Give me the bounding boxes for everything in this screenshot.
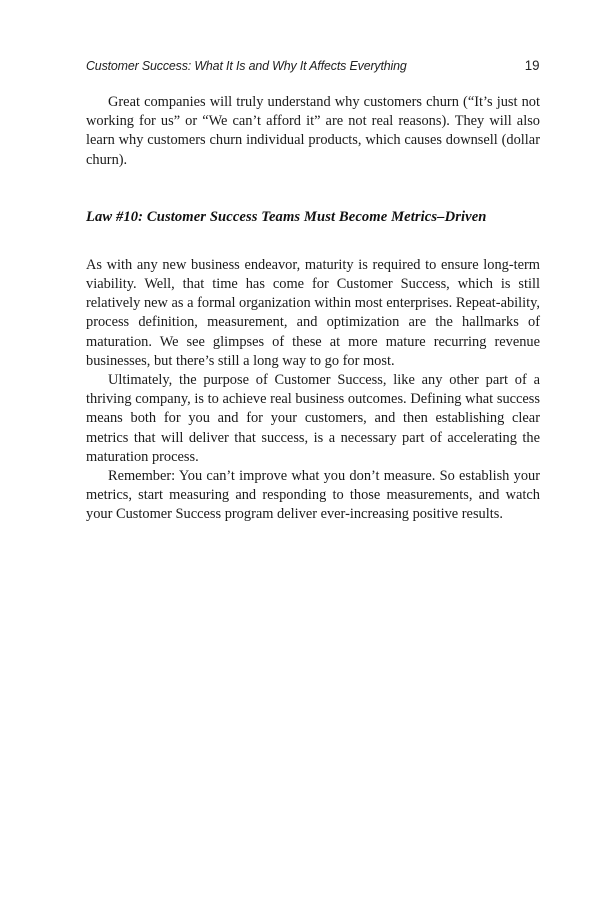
- heading-spacer-above: [86, 170, 540, 208]
- paragraph-churn-understanding: Great companies will truly understand why customers churn (“It’s just not working for us” or “We can’t afford it” are not real reasons). They will also learn why customers churn individual products, which causes downsell (dollar churn).: [86, 94, 540, 168]
- text-column: [86, 93, 540, 525]
- paragraph-maturity: As with any new business endeavor, maturity is required to ensure long-term viability. Well, that time has come for Customer Success, which is still relatively new as a formal organization within most enterprises. Repeat-ability, process definition, measurement, and optimization are the hallmarks of maturation. We see glimpses of these at more mature recurring revenue businesses, but there’s still a long way to go for most.: [86, 256, 540, 369]
- running-head: [86, 57, 540, 73]
- page-number: 19: [525, 57, 540, 73]
- paragraph-purpose-outcomes: Ultimately, the purpose of Customer Success, like any other part of a thriving company, is to achieve real business outcomes. Defining what success means both for you and for your customers, and then establishing clear metrics that will deliver that success, is a necessary part of accelerating the maturation process.: [86, 372, 540, 465]
- running-head-title: Customer Success: What It Is and Why It Affects Everything: [86, 58, 407, 73]
- heading-spacer-below: [86, 227, 540, 256]
- section-heading-law-10: Law #10: Customer Success Teams Must Become Metrics–Driven: [86, 208, 487, 225]
- paragraph-remember-metrics: Remember: You can’t improve what you don’t measure. So establish your metrics, start measuring and responding to those measurements, and watch your Customer Success program deliver ever-increasing positive results.: [86, 468, 540, 523]
